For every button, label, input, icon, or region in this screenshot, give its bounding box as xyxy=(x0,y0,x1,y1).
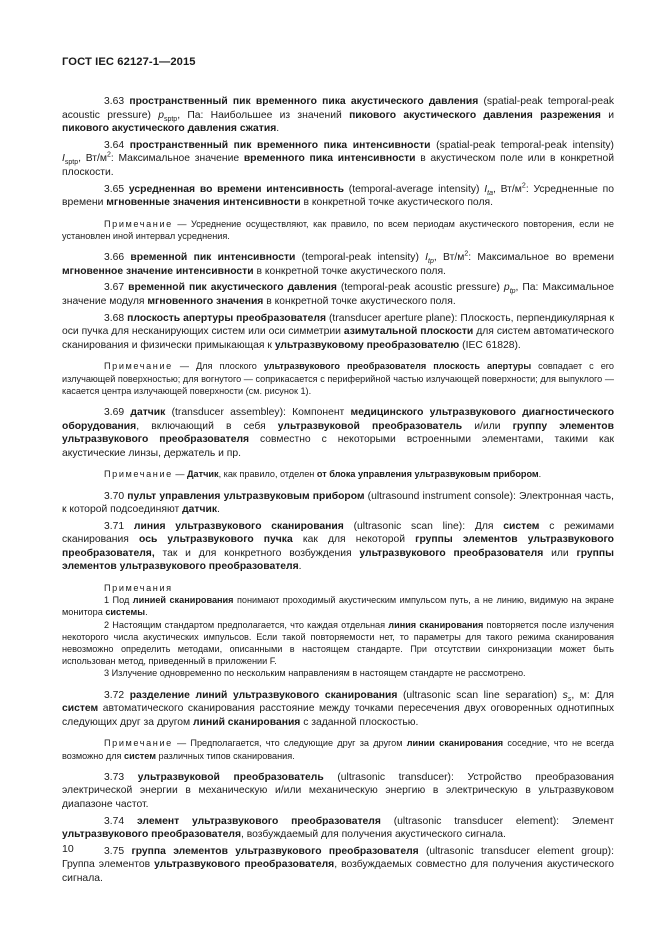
term-3-70: 3.70 пульт управления ультразвуковым прибором (ultrasound instrument console): Электронная часть, к которой подсоединяют датчик. xyxy=(62,490,614,516)
term-3-66: 3.66 временной пик интенсивности (temporal-peak intensity) $I_{tp}$, $Вт/м^2$: Максимальное во времени мгновенное значение интенсивности в конкретной точке акустического поля. xyxy=(62,250,615,277)
document-page xyxy=(62,56,614,889)
page-number: 10 xyxy=(62,843,74,855)
document-header: ГОСТ IEC 62127-1—2015 xyxy=(62,56,196,68)
term-3-74: 3.74 элемент ультразвукового преобразователя (ultrasonic transducer element): Элемент ультразвукового преобразователя, возбуждаемый для получения акустического сигнала. xyxy=(62,815,615,841)
note-3-68: Примечание — Для плоского ультразвукового преобразователя плоскость апертуры совпадает с его излучающей поверхностью; для вогнутого — соприкасается с периферийной частью излучающей поверхности; для выпуклого — касается центра излучающей поверхности (см. рисунок 1). xyxy=(62,361,614,396)
term-3-63: 3.63 пространственный пик временного пика акустического давления (spatial-peak temporal-peak acoustic pressure) $p_{sptp}$, Па: Наибольшее из значений пикового акустического давления разрежения и пикового акустического давления сжатия. xyxy=(62,96,614,135)
note-3-69: Примечание — Датчик, как правило, отделен от блока управления ультразвуковым прибором. xyxy=(104,469,542,480)
term-3-67: 3.67 временной пик акустического давления (temporal-peak acoustic pressure) $p_{tp}$, Па: Максимальное значение модуля мгновенного значения в конкретной точке акустического поля. xyxy=(62,282,614,307)
term-3-73: 3.73 ультразвуковой преобразователь (ultrasonic transducer): Устройство преобразования электрической энергии в механическую и/или механическую энергию в электрическую в ультразвуковом диапазоне частот. xyxy=(62,771,614,811)
note-item-3: 3 Излучение одновременно по нескольким направлениям в настоящем стандарте не рассмотрено. xyxy=(104,668,526,679)
term-3-64: 3.64 пространственный пик временного пика интенсивности (spatial-peak temporal-peak intensity) $I_{sptp}$, $Вт/м^2$: Максимальное значение временного пика интенсивности в акустическом поле или в конкретной плоскости. xyxy=(62,139,614,178)
note-3-72: Примечание — Предполагается, что следующие друг за другом линии сканирования соседние, что не всегда возможно для систем различных типов сканирования. xyxy=(62,738,614,761)
term-3-72: 3.72 разделение линий ультразвукового сканирования (ultrasonic scan line separation) $s_s$, м: Для систем автоматического сканирования расстояние между точками пересечения двух оговоренных однотипных следующих друг за другом линий сканирования с заданной плоскостью. xyxy=(62,689,614,728)
term-3-75: 3.75 группа элементов ультразвукового преобразователя (ultrasonic transducer element group): Группа элементов ультразвукового преобразователя, возбуждаемых совместно для получения акустического сигнала. xyxy=(62,845,615,885)
term-3-65: 3.65 усредненная во времени интенсивность (temporal-average intensity) $I_{ta}$, $Вт/м^2$: Усредненные по времени мгновенные значения интенсивности в конкретной точке акустического поля. xyxy=(62,182,615,209)
note-item-2: 2 Настоящим стандартом предполагается, что каждая отдельная линия сканирования повторяется после излучения некоторого числа акустических импульсов. Если такой повторяемости нет, то параметры для такого режима сканирования невозможно определить методами, описанными в настоящем стандарте. При отсутствии синхронизации может быть использован метод, приведенный в приложении F. xyxy=(62,619,614,667)
notes-3-71 xyxy=(62,582,614,680)
term-3-71: 3.71 линия ультразвукового сканирования (ultrasonic scan line): Для систем с режимами сканирования ось ультразвукового пучка как для некоторой группы элементов ультразвукового преобразователя, так и для конкретного возбуждения ультразвукового преобразователя или группы элементов ультразвукового преобразователя. xyxy=(62,520,615,573)
term-3-68: 3.68 плоскость апертуры преобразователя (transducer aperture plane): Плоскость, перпендикулярная к оси пучка для несканирующих систем или оси симметрии азимутальной плоскости для систем автоматического сканирования и физически примыкающая к ультразвуковому преобразователю (IEC 61828). xyxy=(62,312,615,351)
term-3-69: 3.69 датчик (transducer assembley): Компонент медицинского ультразвукового диагностического оборудования, включающий в себя ультразвуковой преобразователь и/или группу элементов ультразвукового преобразователя совместно с некоторыми встроенными элементами, такими как акустические линзы, держатель и пр. xyxy=(62,406,615,459)
note-item-1: 1 Под линией сканирования понимают проходимый акустическим импульсом путь, а не линию, видимую на экране монитора системы. xyxy=(62,595,614,618)
note-3-65: Примечание — Усреднение осуществляют, как правило, по всем периодам акустического повторения, если не установлен иной интервал усреднения. xyxy=(62,218,614,241)
notes-title: Примечания xyxy=(104,583,173,594)
